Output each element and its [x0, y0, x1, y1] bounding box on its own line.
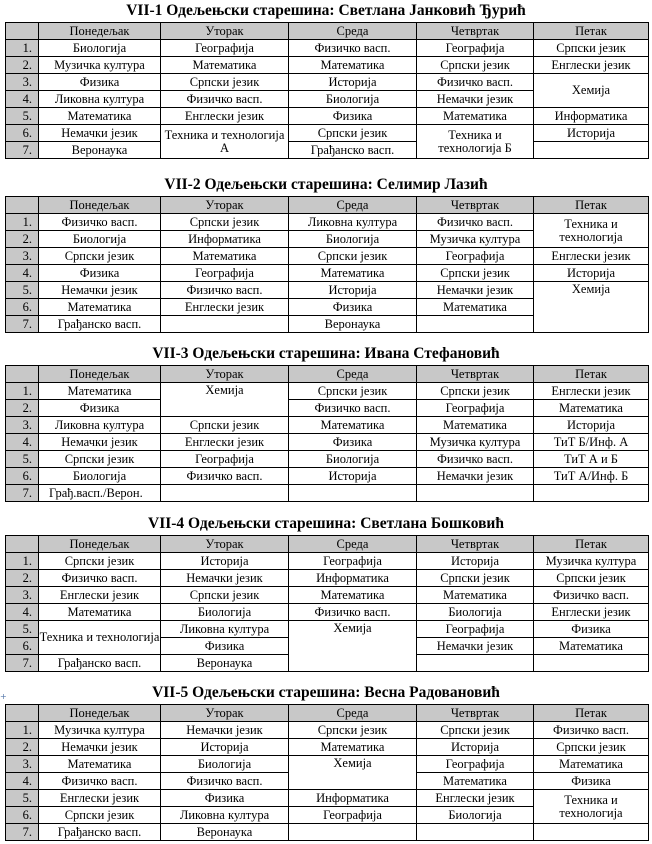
schedule-section-2 [0, 176, 652, 336]
day-header: Уторак [161, 197, 289, 214]
day-header: Понедељак [39, 23, 161, 40]
lesson-cell: Српски језик [161, 417, 289, 434]
lesson-cell: Географија [417, 40, 534, 57]
schedule-table [5, 196, 649, 333]
lesson-cell: Немачки језик [417, 468, 534, 485]
lesson-cell: Техника и технологија [534, 790, 649, 824]
lesson-cell: Математика [161, 57, 289, 74]
lesson-cell: Математика [417, 417, 534, 434]
day-header: Петак [534, 197, 649, 214]
header-corner [6, 536, 39, 553]
schedule-table [5, 704, 649, 841]
lesson-cell: Физичко васп. [289, 40, 417, 57]
schedule-table [5, 365, 649, 502]
lesson-cell: Математика [39, 108, 161, 125]
lesson-cell: Математика [289, 417, 417, 434]
lesson-cell: Историја [289, 74, 417, 91]
lesson-cell: Информатика [289, 790, 417, 807]
period-number: 4. [6, 91, 39, 108]
lesson-cell: Географија [161, 265, 289, 282]
lesson-cell: Српски језик [534, 739, 649, 756]
period-number: 7. [6, 316, 39, 333]
lesson-cell: Географија [417, 400, 534, 417]
day-header: Уторак [161, 23, 289, 40]
lesson-cell: Енглески језик [39, 790, 161, 807]
lesson-cell: Српски језик [417, 570, 534, 587]
lesson-cell: Физичко васп. [289, 400, 417, 417]
lesson-cell: Хемија [161, 383, 289, 417]
lesson-cell: Физичко васп. [39, 570, 161, 587]
lesson-cell [417, 485, 534, 502]
lesson-cell: Српски језик [39, 553, 161, 570]
lesson-cell: Српски језик [39, 807, 161, 824]
period-number: 6. [6, 299, 39, 316]
lesson-cell [417, 316, 534, 333]
lesson-cell: Математика [534, 756, 649, 773]
schedule-section-3 [0, 345, 652, 505]
lesson-cell: Историја [534, 125, 649, 142]
period-number: 6. [6, 807, 39, 824]
lesson-cell: Веронаука [161, 655, 289, 672]
lesson-cell: Математика [534, 638, 649, 655]
lesson-cell: Немачки језик [39, 739, 161, 756]
day-header: Уторак [161, 366, 289, 383]
lesson-cell: Физика [39, 74, 161, 91]
lesson-cell: Географија [417, 248, 534, 265]
lesson-cell: Физика [289, 299, 417, 316]
lesson-cell: Српски језик [39, 451, 161, 468]
period-number: 1. [6, 722, 39, 739]
period-number: 3. [6, 756, 39, 773]
section-title: VII-5 Одељењски старешина: Весна Радовановић [152, 684, 500, 701]
lesson-cell: Математика [39, 756, 161, 773]
header-corner [6, 366, 39, 383]
lesson-cell: Физика [39, 265, 161, 282]
lesson-cell: Физика [289, 434, 417, 451]
period-number: 2. [6, 739, 39, 756]
lesson-cell: Географија [161, 451, 289, 468]
lesson-cell [289, 485, 417, 502]
lesson-cell: Биологија [39, 468, 161, 485]
period-number: 3. [6, 587, 39, 604]
lesson-cell: Немачки језик [417, 638, 534, 655]
day-header: Среда [289, 23, 417, 40]
lesson-cell: Математика [161, 248, 289, 265]
lesson-cell: Српски језик [417, 722, 534, 739]
lesson-cell: Географија [289, 553, 417, 570]
lesson-cell: Српски језик [289, 125, 417, 142]
day-header: Среда [289, 705, 417, 722]
period-number: 1. [6, 214, 39, 231]
lesson-cell: Математика [39, 604, 161, 621]
lesson-cell: Физичко васп. [161, 468, 289, 485]
period-number: 3. [6, 417, 39, 434]
lesson-cell: Математика [39, 383, 161, 400]
lesson-cell: Математика [417, 299, 534, 316]
day-header: Четвртак [417, 705, 534, 722]
lesson-cell: Ликовна култура [289, 214, 417, 231]
lesson-cell: Музичка култура [417, 434, 534, 451]
period-number: 6. [6, 125, 39, 142]
lesson-cell: Српски језик [289, 383, 417, 400]
period-number: 3. [6, 74, 39, 91]
lesson-cell: Физичко васп. [417, 214, 534, 231]
day-header: Петак [534, 366, 649, 383]
lesson-cell: Хемија [289, 621, 417, 672]
lesson-cell: Грађанско васп. [39, 655, 161, 672]
section-title: VII-1 Одељењски старешина: Светлана Јанковић Ђурић [126, 2, 526, 19]
lesson-cell: Физичко васп. [39, 214, 161, 231]
period-number: 5. [6, 621, 39, 638]
lesson-cell: Техника и технологија [39, 621, 161, 655]
lesson-cell: Енглески језик [161, 299, 289, 316]
lesson-cell: Математика [417, 108, 534, 125]
lesson-cell [161, 485, 289, 502]
lesson-cell: Енглески језик [534, 604, 649, 621]
period-number: 3. [6, 248, 39, 265]
day-header: Среда [289, 197, 417, 214]
lesson-cell: Географија [417, 756, 534, 773]
lesson-cell: Географија [417, 621, 534, 638]
lesson-cell: Енглески језик [417, 790, 534, 807]
schedule-section-5 [0, 684, 652, 844]
lesson-cell: Техника и технологија А [161, 125, 289, 159]
schedule-section-1 [0, 2, 652, 162]
lesson-cell: Историја [534, 265, 649, 282]
day-header: Понедељак [39, 536, 161, 553]
lesson-cell: Српски језик [39, 248, 161, 265]
lesson-cell: Хемија [534, 282, 649, 333]
lesson-cell: Физичко васп. [534, 587, 649, 604]
schedule-table [5, 22, 649, 159]
lesson-cell: Математика [289, 587, 417, 604]
lesson-cell: Грађанско васп. [289, 142, 417, 159]
lesson-cell: Историја [289, 468, 417, 485]
lesson-cell [161, 316, 289, 333]
period-number: 4. [6, 773, 39, 790]
period-number: 1. [6, 40, 39, 57]
lesson-cell: Биологија [417, 604, 534, 621]
period-number: 5. [6, 108, 39, 125]
lesson-cell: Грађанско васп. [39, 316, 161, 333]
lesson-cell: Немачки језик [39, 125, 161, 142]
period-number: 2. [6, 57, 39, 74]
section-title: VII-3 Одељењски старешина: Ивана Стефановић [152, 345, 500, 362]
lesson-cell: Физика [534, 773, 649, 790]
lesson-cell: Математика [289, 739, 417, 756]
lesson-cell: Српски језик [417, 57, 534, 74]
period-number: 6. [6, 468, 39, 485]
lesson-cell: Веронаука [289, 316, 417, 333]
lesson-cell: Немачки језик [417, 282, 534, 299]
section-title: VII-2 Одељењски старешина: Селимир Лазић [164, 176, 488, 193]
lesson-cell [289, 824, 417, 841]
lesson-cell: Физика [161, 638, 289, 655]
period-number: 4. [6, 265, 39, 282]
lesson-cell: Физичко васп. [534, 722, 649, 739]
day-header: Понедељак [39, 197, 161, 214]
lesson-cell: Српски језик [289, 248, 417, 265]
lesson-cell: Математика [417, 587, 534, 604]
lesson-cell: Математика [534, 400, 649, 417]
lesson-cell: Географија [289, 807, 417, 824]
lesson-cell: Грађ.васп./Верон. [39, 485, 161, 502]
lesson-cell: Математика [39, 299, 161, 316]
lesson-cell: Ликовна култура [161, 807, 289, 824]
lesson-cell: Ликовна култура [39, 417, 161, 434]
lesson-cell: Грађанско васп. [39, 824, 161, 841]
day-header: Уторак [161, 536, 289, 553]
period-number: 2. [6, 400, 39, 417]
lesson-cell: Биологија [417, 807, 534, 824]
lesson-cell: Веронаука [39, 142, 161, 159]
lesson-cell: Ликовна култура [161, 621, 289, 638]
lesson-cell: Српски језик [161, 74, 289, 91]
period-number: 7. [6, 824, 39, 841]
day-header: Понедељак [39, 366, 161, 383]
lesson-cell: Физичко васп. [161, 773, 289, 790]
lesson-cell: Техника и технологија [534, 214, 649, 248]
lesson-cell: Ликовна култура [39, 91, 161, 108]
lesson-cell: Веронаука [161, 824, 289, 841]
lesson-cell: Српски језик [534, 40, 649, 57]
day-header: Понедељак [39, 705, 161, 722]
lesson-cell: Биологија [161, 756, 289, 773]
lesson-cell: Енглески језик [534, 248, 649, 265]
lesson-cell: Биологија [289, 451, 417, 468]
lesson-cell [417, 655, 534, 672]
lesson-cell: Српски језик [534, 570, 649, 587]
lesson-cell: Физичко васп. [289, 604, 417, 621]
lesson-cell: Историја [161, 739, 289, 756]
lesson-cell: Немачки језик [417, 91, 534, 108]
day-header: Четвртак [417, 197, 534, 214]
lesson-cell: ТиТ А/Инф. Б [534, 468, 649, 485]
lesson-cell: Историја [161, 553, 289, 570]
lesson-cell: Музичка култура [417, 231, 534, 248]
lesson-cell: Немачки језик [39, 434, 161, 451]
lesson-cell [534, 824, 649, 841]
lesson-cell: Биологија [39, 40, 161, 57]
lesson-cell: Биологија [289, 91, 417, 108]
day-header: Петак [534, 536, 649, 553]
period-number: 7. [6, 485, 39, 502]
lesson-cell: Енглески језик [534, 383, 649, 400]
period-number: 2. [6, 231, 39, 248]
schedule-table [5, 535, 649, 672]
paragraph-marker-icon: + [0, 692, 7, 701]
lesson-cell: Енглески језик [39, 587, 161, 604]
lesson-cell: Физичко васп. [161, 91, 289, 108]
lesson-cell [534, 142, 649, 159]
lesson-cell: Физика [534, 621, 649, 638]
lesson-cell: Физика [39, 400, 161, 417]
lesson-cell: Хемија [289, 756, 417, 790]
lesson-cell: Музичка култура [39, 57, 161, 74]
period-number: 5. [6, 790, 39, 807]
lesson-cell [417, 824, 534, 841]
lesson-cell: Географија [161, 40, 289, 57]
lesson-cell: Историја [417, 739, 534, 756]
lesson-cell: Информатика [534, 108, 649, 125]
lesson-cell: Енглески језик [161, 108, 289, 125]
period-number: 6. [6, 638, 39, 655]
lesson-cell: Техника и технологија Б [417, 125, 534, 159]
lesson-cell: Немачки језик [39, 282, 161, 299]
period-number: 7. [6, 655, 39, 672]
lesson-cell: Српски језик [417, 265, 534, 282]
lesson-cell: Физичко васп. [39, 773, 161, 790]
lesson-cell: ТиТ А и Б [534, 451, 649, 468]
lesson-cell: Историја [289, 282, 417, 299]
day-header: Четвртак [417, 366, 534, 383]
header-corner [6, 23, 39, 40]
day-header: Уторак [161, 705, 289, 722]
period-number: 2. [6, 570, 39, 587]
lesson-cell: Музичка култура [534, 553, 649, 570]
section-title: VII-4 Одељењски старешина: Светлана Бошковић [148, 515, 504, 532]
lesson-cell: Српски језик [289, 722, 417, 739]
day-header: Среда [289, 366, 417, 383]
period-number: 4. [6, 604, 39, 621]
lesson-cell: Математика [417, 773, 534, 790]
lesson-cell: ТиТ Б/Инф. А [534, 434, 649, 451]
lesson-cell: Немачки језик [161, 722, 289, 739]
lesson-cell [534, 485, 649, 502]
schedule-section-4 [0, 515, 652, 675]
day-header: Среда [289, 536, 417, 553]
lesson-cell: Енглески језик [161, 434, 289, 451]
lesson-cell: Хемија [534, 74, 649, 108]
lesson-cell: Биологија [289, 231, 417, 248]
period-number: 7. [6, 142, 39, 159]
lesson-cell: Историја [417, 553, 534, 570]
lesson-cell: Српски језик [161, 214, 289, 231]
lesson-cell: Физика [289, 108, 417, 125]
lesson-cell: Историја [534, 417, 649, 434]
day-header: Четвртак [417, 23, 534, 40]
lesson-cell: Информатика [161, 231, 289, 248]
lesson-cell: Физичко васп. [417, 451, 534, 468]
day-header: Петак [534, 705, 649, 722]
lesson-cell: Биологија [161, 604, 289, 621]
header-corner [6, 197, 39, 214]
lesson-cell: Биологија [39, 231, 161, 248]
lesson-cell: Немачки језик [161, 570, 289, 587]
period-number: 5. [6, 282, 39, 299]
period-number: 1. [6, 383, 39, 400]
day-header: Петак [534, 23, 649, 40]
lesson-cell: Физичко васп. [417, 74, 534, 91]
lesson-cell: Енглески језик [534, 57, 649, 74]
lesson-cell: Музичка култура [39, 722, 161, 739]
period-number: 4. [6, 434, 39, 451]
header-corner [6, 705, 39, 722]
day-header: Четвртак [417, 536, 534, 553]
lesson-cell: Математика [289, 57, 417, 74]
lesson-cell [534, 655, 649, 672]
lesson-cell: Математика [289, 265, 417, 282]
lesson-cell: Информатика [289, 570, 417, 587]
lesson-cell: Физика [161, 790, 289, 807]
period-number: 5. [6, 451, 39, 468]
lesson-cell: Српски језик [161, 587, 289, 604]
lesson-cell: Српски језик [417, 383, 534, 400]
period-number: 1. [6, 553, 39, 570]
lesson-cell: Физичко васп. [161, 282, 289, 299]
